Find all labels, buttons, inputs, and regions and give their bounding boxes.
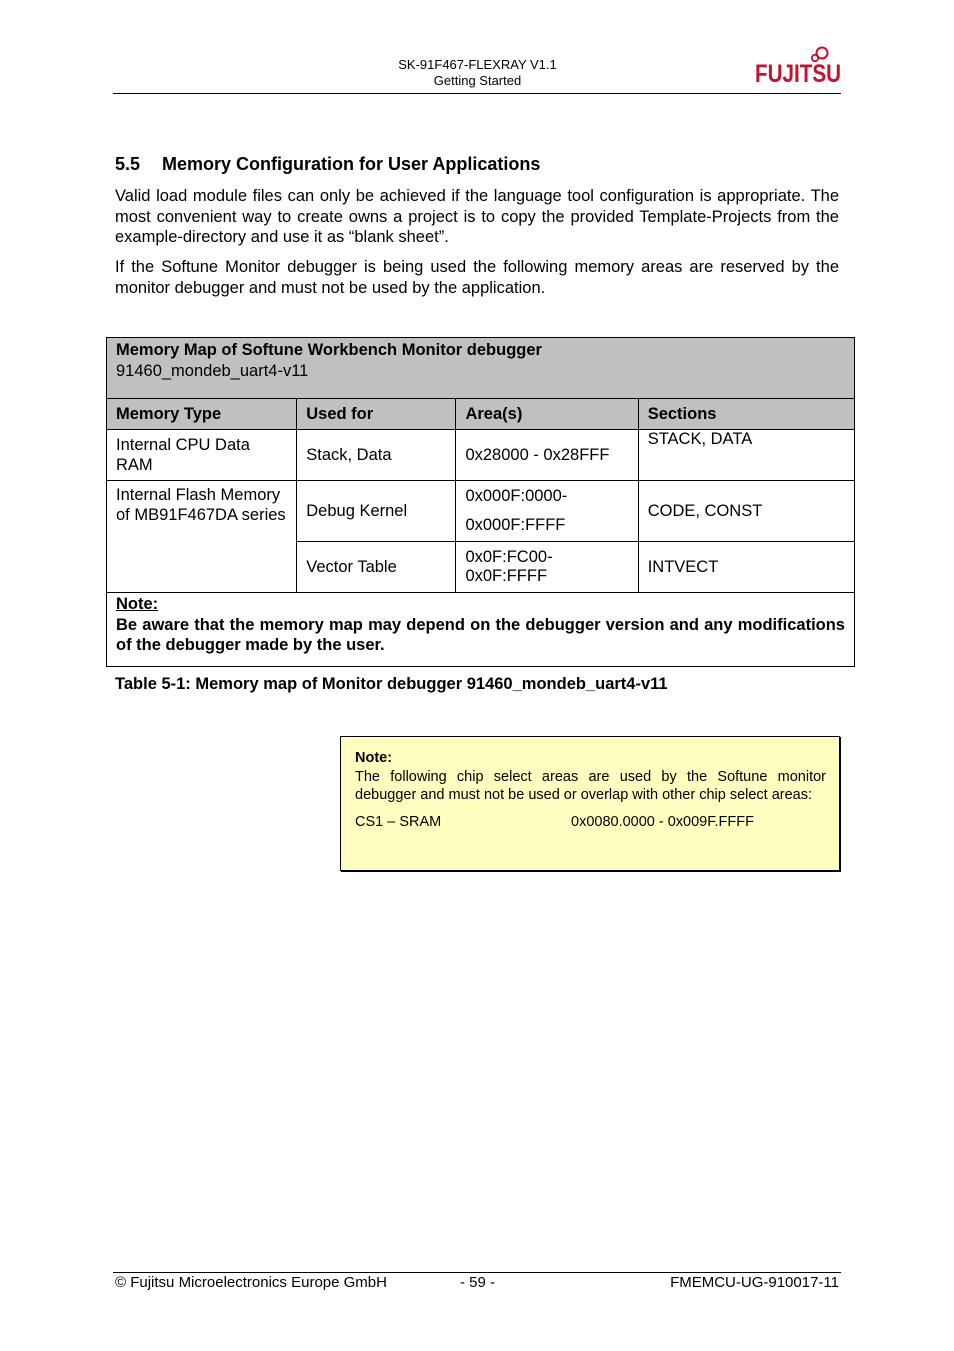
table-header-row xyxy=(107,399,855,430)
note-label: Note: xyxy=(116,595,159,613)
section-title: Memory Configuration for User Applications xyxy=(162,154,541,174)
document-subtitle: Getting Started xyxy=(433,73,522,88)
fujitsu-logo xyxy=(754,44,844,90)
table-cell: Stack, Data xyxy=(297,430,456,481)
chip-select-name: CS1 – SRAM xyxy=(355,813,442,830)
column-header: Area(s) xyxy=(456,399,638,430)
paragraph-1 xyxy=(115,186,839,248)
document-id: FMEMCU-UG-910017-11 xyxy=(670,1274,839,1291)
section-heading xyxy=(115,154,540,175)
column-header: Memory Type xyxy=(107,399,297,430)
table-cell: Debug Kernel xyxy=(297,481,456,542)
paragraph-text: If the Softune Monitor debugger is being used the following memory areas are reserved by the monitor debugger and must not be used by the application. xyxy=(115,258,839,297)
note-box-text: The following chip select areas are used by the Softune monitor debugger and must not be used or overlap with other chip select areas: xyxy=(355,768,826,803)
paragraph-text: Valid load module files can only be achieved if the language tool configuration is appropriate. The most convenient way to create owns a project is to copy the provided Template-Projects from the example-directory and use it as “blank sheet”. xyxy=(115,187,839,246)
column-header: Sections xyxy=(638,399,854,430)
table-note-cell xyxy=(107,593,855,667)
note-text: Be aware that the memory map may depend on the debugger version and any modifications of the debugger made by the user. xyxy=(116,615,845,654)
table-cell: CODE, CONST xyxy=(638,481,854,542)
footer-copyright: © Fujitsu Microelectronics Europe GmbH xyxy=(115,1274,387,1291)
note-box xyxy=(340,736,840,871)
section-number: 5.5 xyxy=(115,154,141,174)
table-cell: STACK, DATA xyxy=(638,430,854,481)
table-cell: Vector Table xyxy=(297,542,456,593)
table-note-row xyxy=(107,593,855,667)
table-row xyxy=(107,430,855,481)
memory-map-table xyxy=(106,337,855,667)
table-title-row xyxy=(107,338,855,399)
table-row xyxy=(107,481,855,542)
table-caption: Table 5-1: Memory map of Monitor debugger 91460_mondeb_uart4-v11 xyxy=(115,675,668,693)
chip-select-range: 0x0080.0000 - 0x009F.FFFF xyxy=(571,813,754,830)
header-rule xyxy=(113,93,841,94)
logo-text: FUJITSU xyxy=(755,60,841,88)
chip-select-row xyxy=(355,813,826,832)
page-number: - 59 - xyxy=(460,1274,496,1291)
table-cell: 0x0F:FC00-0x0F:FFFF xyxy=(456,542,638,593)
table-cell: Internal CPU Data RAM xyxy=(107,430,297,481)
table-cell: 0x28000 - 0x28FFF xyxy=(456,430,638,481)
page-header xyxy=(330,57,625,89)
note-box-label: Note: xyxy=(355,750,393,766)
table-title-cell xyxy=(107,338,855,399)
area-line: 0x000F:0000- xyxy=(465,487,568,505)
column-header: Used for xyxy=(297,399,456,430)
table-title: Memory Map of Softune Workbench Monitor debugger xyxy=(116,341,542,359)
area-line: 0x000F:FFFF xyxy=(465,516,566,534)
table-cell: INTVECT xyxy=(638,542,854,593)
table-cell: Internal Flash Memory of MB91F467DA series xyxy=(107,481,297,593)
document-title: SK-91F467-FLEXRAY V1.1 xyxy=(398,57,557,72)
footer-rule xyxy=(113,1272,841,1273)
paragraph-2 xyxy=(115,257,839,298)
table-subtitle: 91460_mondeb_uart4-v11 xyxy=(116,362,309,380)
table-cell xyxy=(456,481,638,542)
